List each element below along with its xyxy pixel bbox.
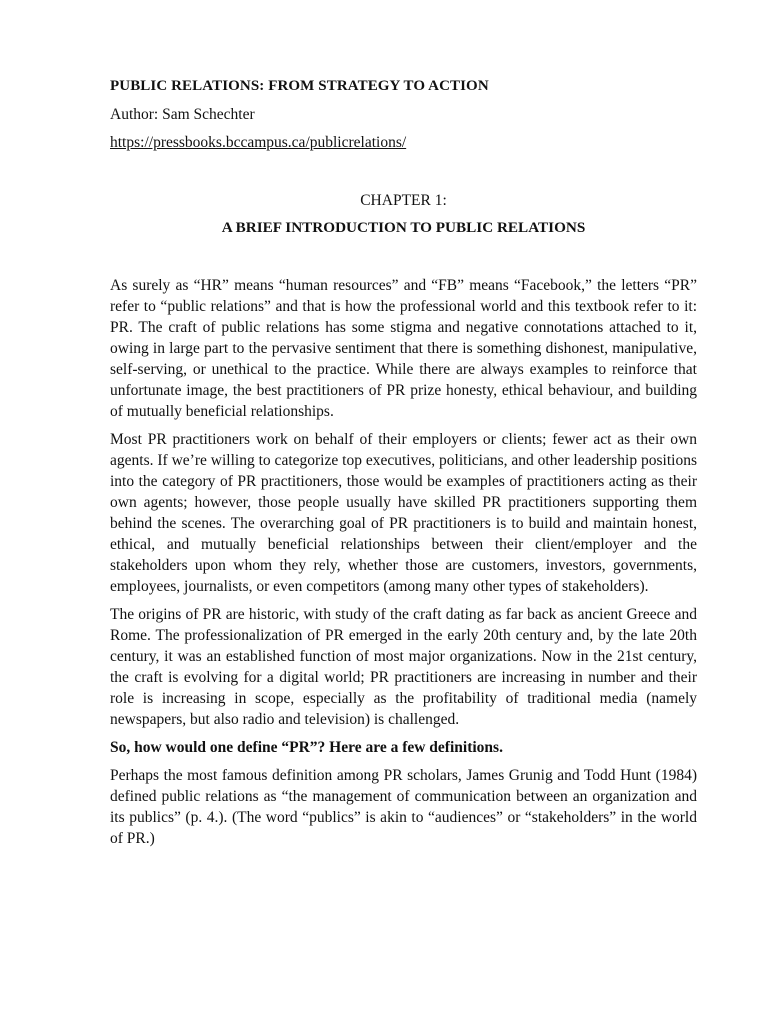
source-url-link[interactable]: https://pressbooks.bccampus.ca/publicrelations/ <box>110 134 407 151</box>
author-line: Author: Sam Schechter <box>110 106 255 123</box>
paragraph-grunig-definition: Perhaps the most famous definition among PR scholars, James Grunig and Todd Hunt (1984) defined public relations as “the management of communication between an organization and its publics” (p. 4.). (The word “publics” is akin to “audiences” or “stakeholders” in the world of PR.) <box>110 767 697 847</box>
paragraph-origins: The origins of PR are historic, with study of the craft dating as far back as ancient Greece and Rome. The professionalization of PR emerged in the early 20th century and, by the late 20th century, it was an established function of most major organizations. Now in the 21st century, the craft is evolving for a digital world; PR practitioners are increasing in number and their role is increasing in scope, especially as the profitability of traditional media (namely newspapers, but also radio and television) is challenged. <box>110 606 697 728</box>
paragraph-intro: As surely as “HR” means “human resources” and “FB” means “Facebook,” the letters “PR” refer to “public relations” and that is how the professional world and this textbook refer to it: PR. The craft of public relations has some stigma and negative connotations attached to it, owing in large part to the pervasive sentiment that there is something dishonest, manipulative, self-serving, or unethical to the practice. While there are always examples to reinforce that unfortunate image, the best practitioners of PR prize honesty, ethical behaviour, and building of mutually beneficial relationships. <box>110 277 697 420</box>
book-title: PUBLIC RELATIONS: FROM STRATEGY TO ACTION <box>110 78 489 94</box>
paragraph-practitioners: Most PR practitioners work on behalf of their employers or clients; fewer act as their own agents. If we’re willing to categorize top executives, politicians, and other leadership positions into the category of PR practitioners, those would be examples of practitioners acting as their own agents; however, those people usually have skilled PR practitioners supporting them behind the scenes. The overarching goal of PR practitioners is to build and maintain honest, ethical, and mutually beneficial relationships between their client/employer and the stakeholders upon whom they rely, whether those are customers, investors, governments, employees, journalists, or even competitors (among many other types of stakeholders). <box>110 431 697 595</box>
chapter-label: CHAPTER 1: <box>360 192 447 209</box>
definitions-heading: So, how would one define “PR”? Here are a few definitions. <box>110 739 503 756</box>
document-page <box>110 72 697 856</box>
chapter-title: A BRIEF INTRODUCTION TO PUBLIC RELATIONS <box>221 219 586 236</box>
